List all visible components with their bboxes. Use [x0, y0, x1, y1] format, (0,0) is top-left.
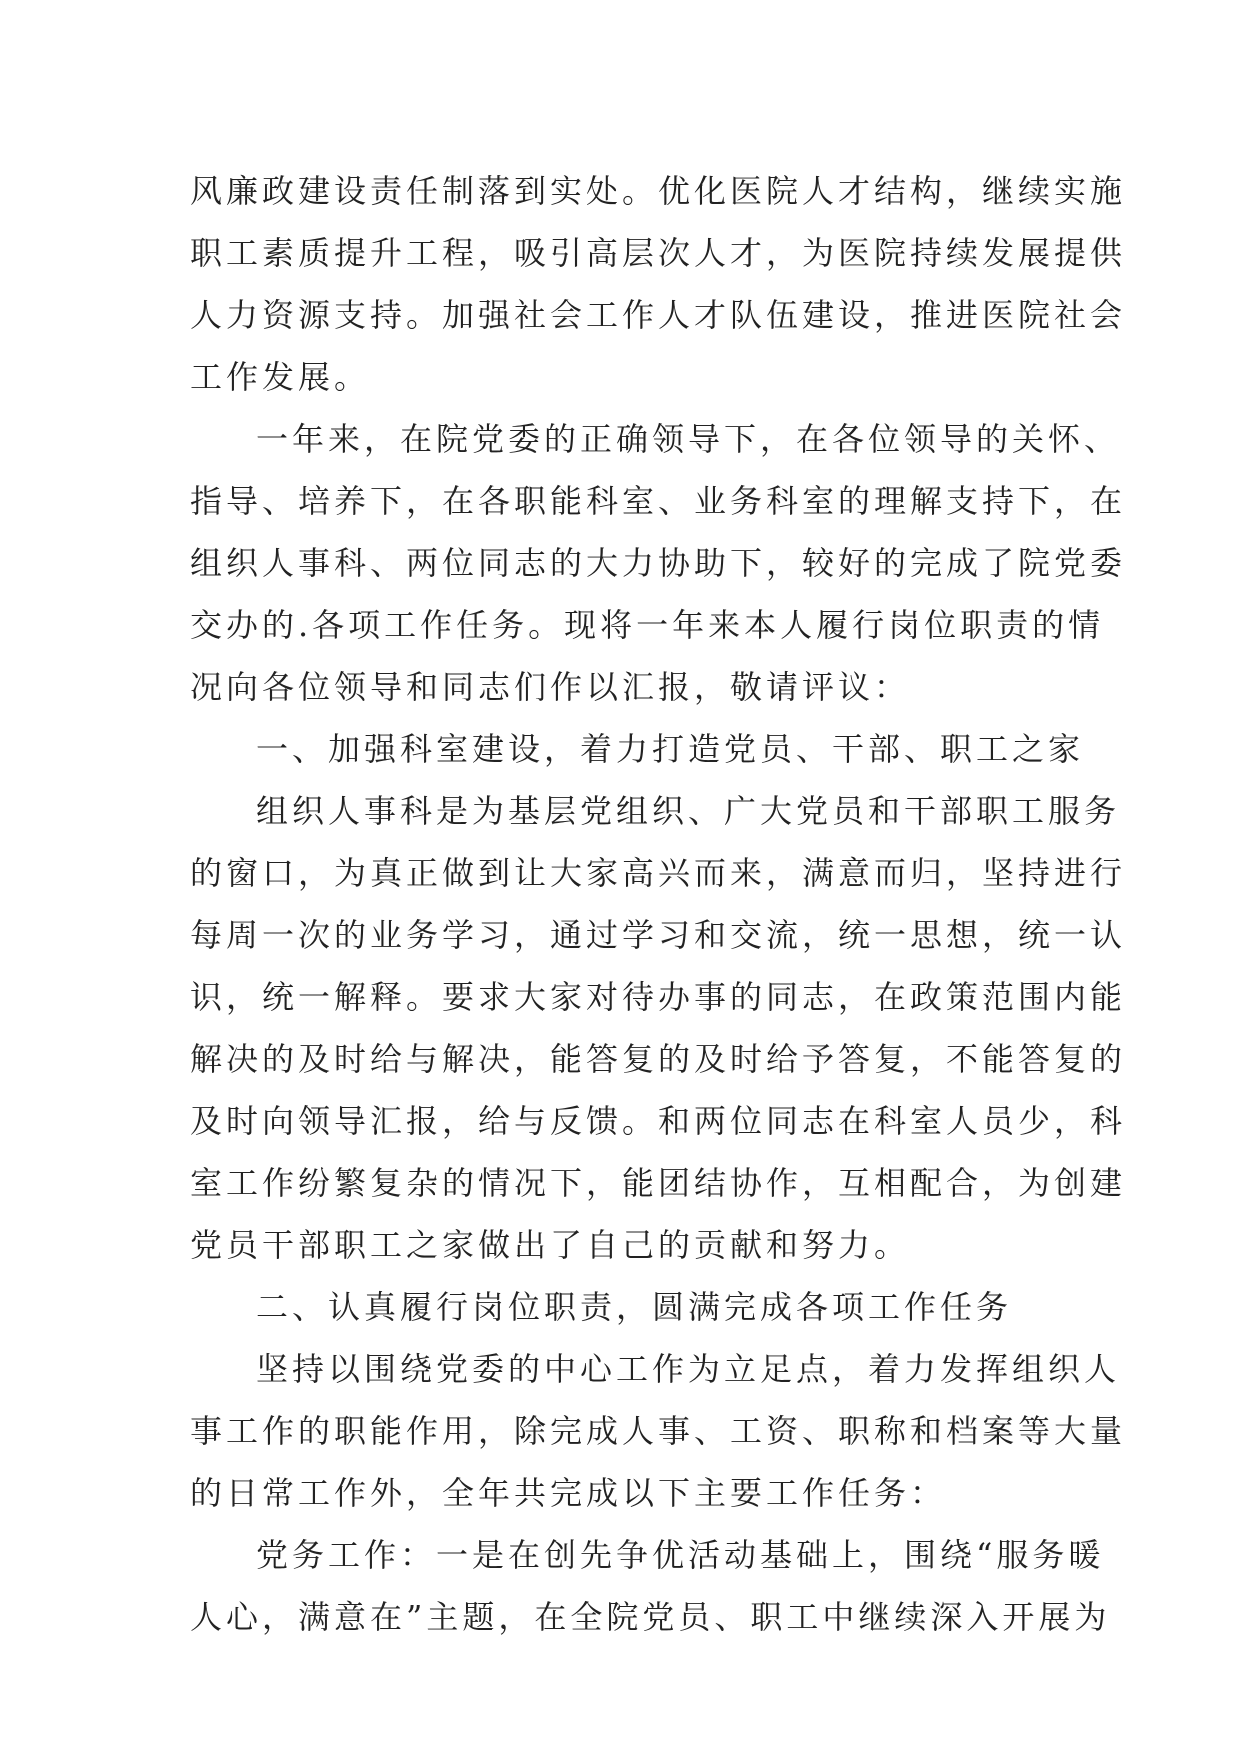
text-line: 二、认真履行岗位职责，圆满完成各项工作任务 — [256, 1288, 1013, 1326]
text-line: 的窗口，为真正做到让大家高兴而来，满意而归，坚持进行 — [190, 854, 1127, 892]
text-line: 党员干部职工之家做出了自己的贡献和努力。 — [190, 1226, 911, 1264]
text-line: 人力资源支持。加强社会工作人才队伍建设，推进医院社会 — [190, 296, 1127, 334]
text-line: 交办的.各项工作任务。现将一年来本人履行岗位职责的情 — [190, 606, 1105, 644]
text-line: 况向各位领导和同志们作以汇报，敬请评议： — [190, 668, 911, 706]
text-line: 每周一次的业务学习，通过学习和交流，统一思想，统一认 — [190, 916, 1127, 954]
body-text — [190, 160, 1127, 1648]
text-line: 工作发展。 — [190, 358, 371, 396]
text-line: 解决的及时给与解决，能答复的及时给予答复，不能答复的 — [190, 1040, 1127, 1078]
text-line: 职工素质提升工程，吸引高层次人才，为医院持续发展提供 — [190, 234, 1127, 272]
text-line: 风廉政建设责任制落到实处。优化医院人才结构，继续实施 — [190, 172, 1127, 210]
text-line: 党务工作：一是在创先争优活动基础上，围绕“服务暖 — [256, 1536, 1105, 1574]
text-line: 指导、培养下，在各职能科室、业务科室的理解支持下，在 — [190, 482, 1127, 520]
text-line: 的日常工作外，全年共完成以下主要工作任务： — [190, 1474, 947, 1512]
text-line: 组织人事科是为基层党组织、广大党员和干部职工服务 — [256, 792, 1121, 830]
text-line: 一、加强科室建设，着力打造党员、干部、职工之家 — [256, 730, 1085, 768]
text-line: 识，统一解释。要求大家对待办事的同志，在政策范围内能 — [190, 978, 1127, 1016]
text-line: 室工作纷繁复杂的情况下，能团结协作，互相配合，为创建 — [190, 1164, 1127, 1202]
text-line: 事工作的职能作用，除完成人事、工资、职称和档案等大量 — [190, 1412, 1127, 1450]
text-line: 组织人事科、两位同志的大力协助下，较好的完成了院党委 — [190, 544, 1127, 582]
text-line: 一年来，在院党委的正确领导下，在各位领导的关怀、 — [256, 420, 1121, 458]
text-line: 人心，满意在”主题，在全院党员、职工中继续深入开展为 — [190, 1598, 1111, 1636]
text-line: 及时向领导汇报，给与反馈。和两位同志在科室人员少，科 — [190, 1102, 1127, 1140]
text-line: 坚持以围绕党委的中心工作为立足点，着力发挥组织人 — [256, 1350, 1121, 1388]
